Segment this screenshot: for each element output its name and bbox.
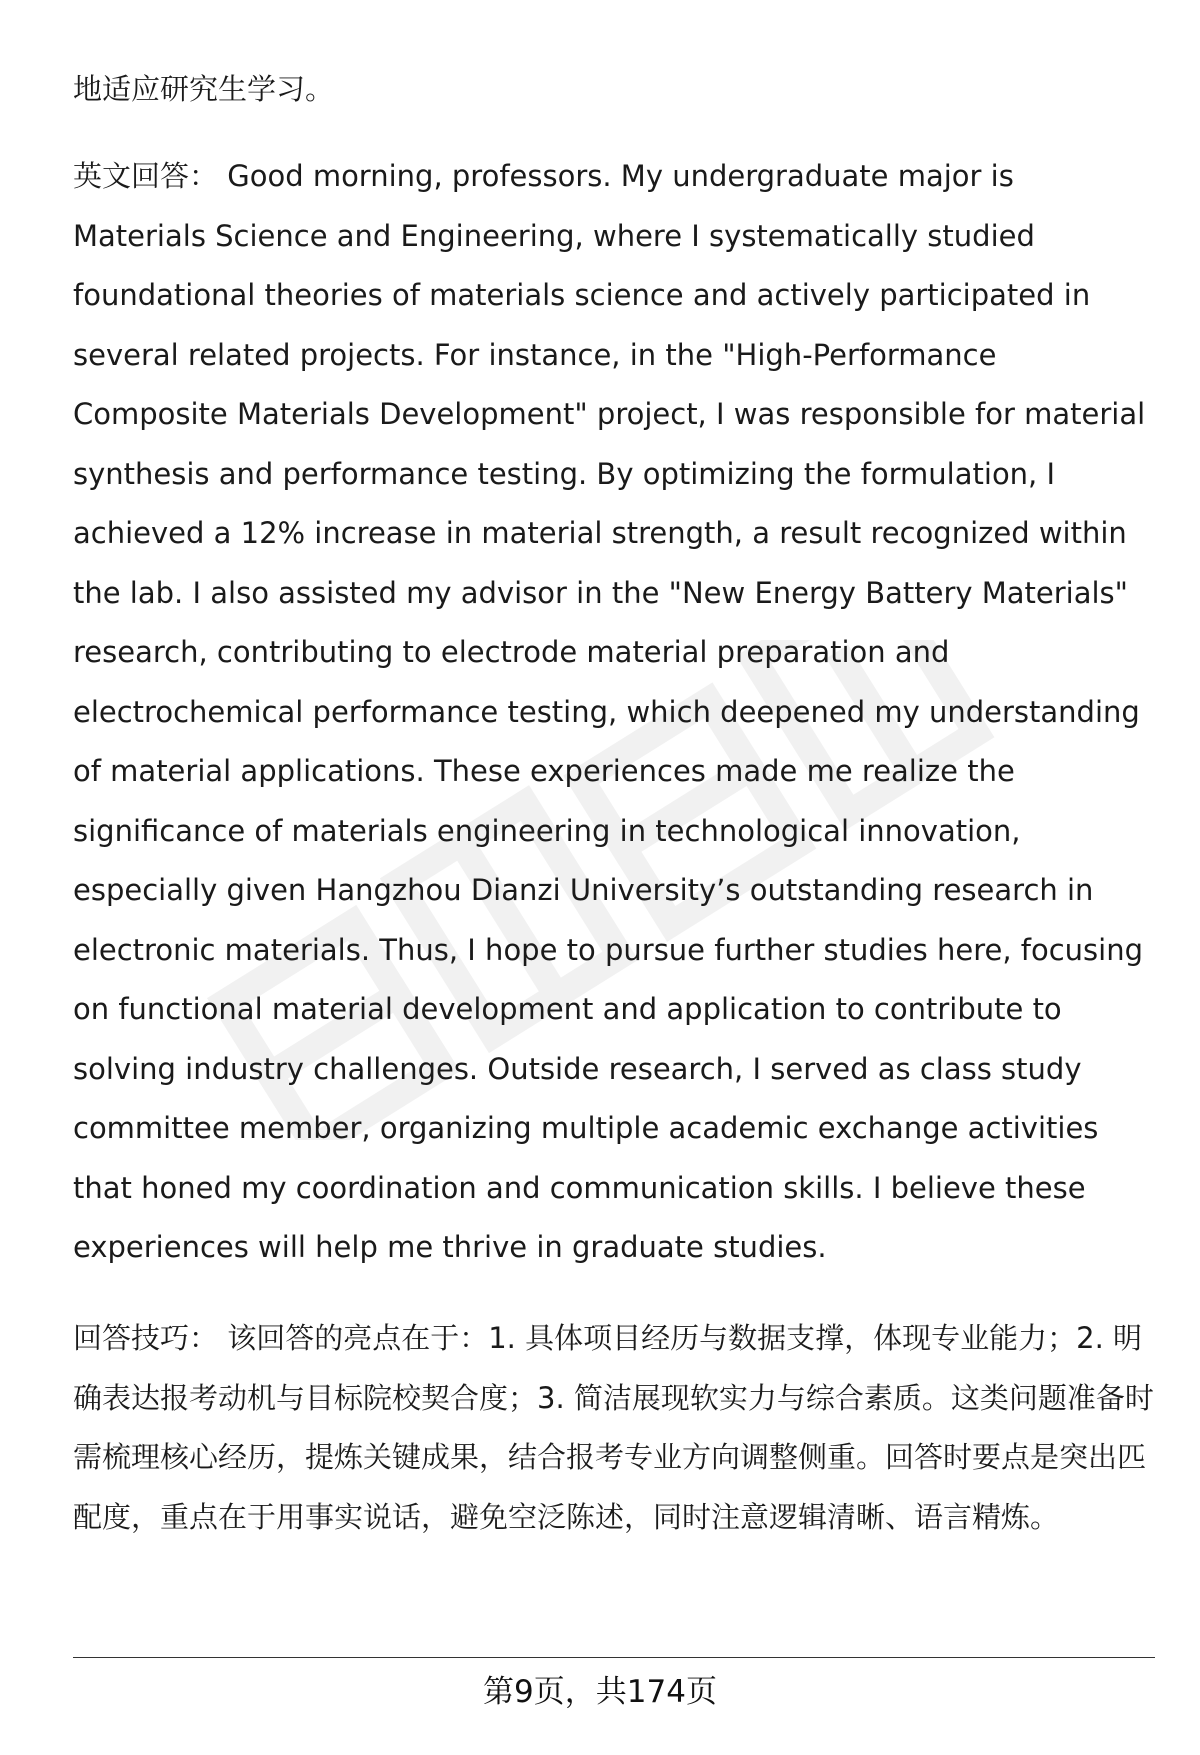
page-number: 第9页，共174页 <box>483 1674 717 1710</box>
answer-tips-text: 该回答的亮点在于：1. 具体项目经历与数据支撑，体现专业能力；2. 明确表达报考动机与目标院校契合度；3. 简洁展现软实力与综合素质。这类问题准备时需梳理核心经历，提炼关键成果，结合报考专业方向调整侧重。回答时要点是突出匹配度，重点在于用事实说话，避免空泛陈述，同时注意逻辑清晰、语言精炼。 <box>73 1321 1154 1534</box>
continuation-paragraph <box>73 60 1155 120</box>
answer-tips-paragraph <box>73 1309 1155 1547</box>
footer-divider <box>73 1657 1155 1658</box>
english-answer-paragraph <box>73 147 1155 1278</box>
english-answer-label: 英文回答： <box>73 159 219 193</box>
continuation-text: 地适应研究生学习。 <box>73 72 335 106</box>
english-answer-text: Good morning, professors. My undergraduate major is Materials Science and Engineering, where I systematically studied foundational theories of materials science and actively participated in several related projects. For instance, in the "High-Performance Composite Materials Development" project, I was responsible for material synthesis and performance testing. By optimizing the formulation, I achieved a 12% increase in material strength, a result recognized within the lab. I also assisted my advisor in the "New Energy Battery Materials" research, contributing to electrode material preparation and electrochemical performance testing, which deepened my understanding of material applications. These experiences made me realize the significance of materials engineering in technological innovation, especially given Hangzhou Dianzi University’s outstanding research in electronic materials. Thus, I hope to pursue further studies here, focusing on functional material development and application to contribute to solving industry challenges. Outside research, I served as class study committee member, organizing multiple academic exchange activities that honed my coordination and communication skills. I believe these experiences will help me thrive in graduate studies. <box>73 159 1146 1264</box>
answer-tips-label: 回答技巧： <box>73 1321 219 1355</box>
